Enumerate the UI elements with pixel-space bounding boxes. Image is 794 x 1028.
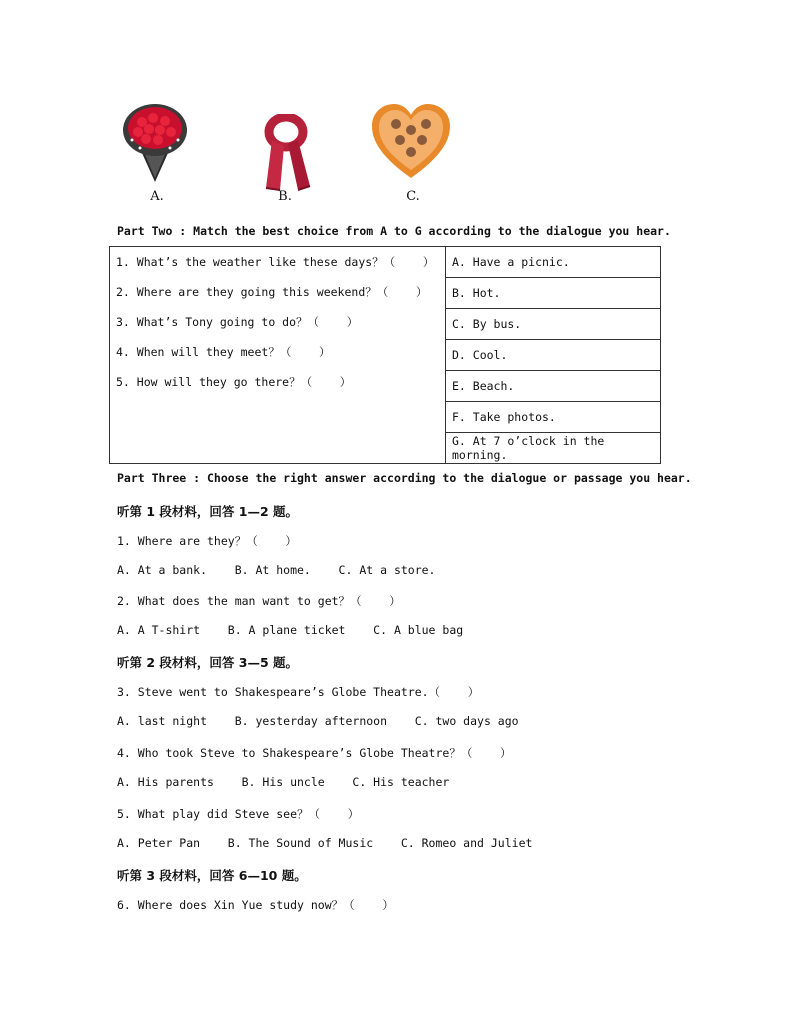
rose-bouquet-icon	[120, 100, 190, 188]
question-text: 5. What play did Steve see？（ ）	[117, 807, 360, 821]
answer-options: A. His parents B. His uncle C. His teacher	[117, 775, 450, 789]
answer-cell: E. Beach.	[446, 371, 661, 402]
question-text: 6. Where does Xin Yue study now？（ ）	[117, 898, 394, 912]
section-title: 听第 3 段材料，回答 6—10 题。	[117, 868, 307, 883]
question-item: 2. Where are they going this weekend？（ ）	[116, 285, 428, 299]
answer-cell: G. At 7 o’clock in the morning.	[446, 433, 661, 464]
red-scarf-icon	[258, 114, 314, 196]
question-item: 1. What’s the weather like these days？（ ）	[116, 255, 435, 269]
answer-options: A. Peter Pan B. The Sound of Music C. Romeo and Juliet	[117, 836, 533, 850]
answer-options: A. A T-shirt B. A plane ticket C. A blue bag	[117, 623, 464, 637]
answer-cell: F. Take photos.	[446, 402, 661, 433]
heart-chocolate-box-icon	[370, 102, 452, 186]
answer-cell: D. Cool.	[446, 340, 661, 371]
option-a-label: A.	[150, 189, 164, 204]
questions-cell	[110, 247, 446, 464]
question-item: 3. What’s Tony going to do？（ ）	[116, 315, 359, 329]
matching-table	[109, 246, 661, 464]
section-title: 听第 1 段材料，回答 1—2 题。	[117, 504, 299, 519]
question-item: 4. When will they meet？（ ）	[116, 345, 331, 359]
answer-options: A. last night B. yesterday afternoon C. two days ago	[117, 714, 519, 728]
part-three-heading: Part Three : Choose the right answer according to the dialogue or passage you hear.	[117, 471, 692, 485]
option-b-label: B.	[278, 189, 292, 204]
part-two-heading: Part Two : Match the best choice from A to G according to the dialogue you hear.	[117, 224, 671, 238]
question-text: 1. Where are they？（ ）	[117, 534, 297, 548]
question-text: 4. Who took Steve to Shakespeare’s Globe Theatre？（ ）	[117, 746, 512, 760]
answer-cell: A. Have a picnic.	[446, 247, 661, 278]
section-title: 听第 2 段材料，回答 3—5 题。	[117, 655, 299, 670]
question-text: 3. Steve went to Shakespeare’s Globe Theatre.（ ）	[117, 685, 480, 699]
answer-options: A. At a bank. B. At home. C. At a store.	[117, 563, 436, 577]
question-item: 5. How will they go there？（ ）	[116, 375, 352, 389]
answer-cell: C. By bus.	[446, 309, 661, 340]
answer-cell: B. Hot.	[446, 278, 661, 309]
option-c-label: C.	[406, 189, 420, 204]
question-text: 2. What does the man want to get？（ ）	[117, 594, 401, 608]
